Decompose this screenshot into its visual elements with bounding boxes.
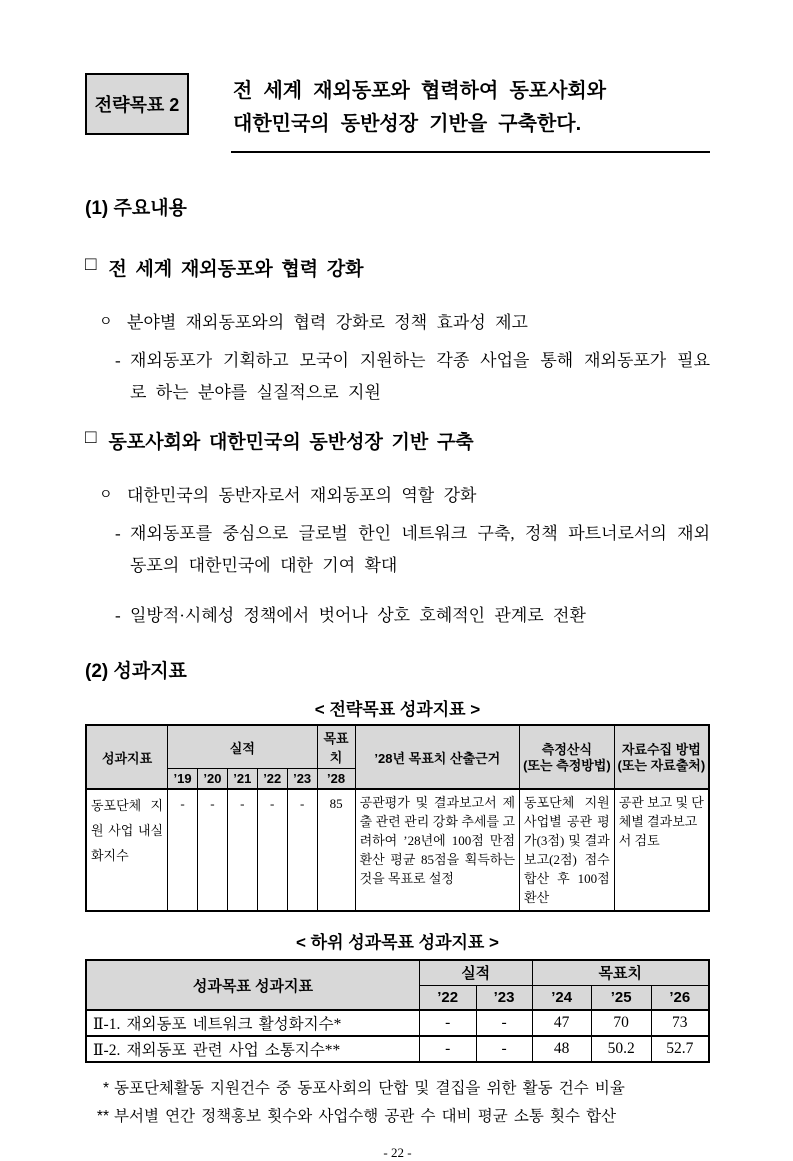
cell-actual-value: -	[227, 789, 257, 911]
col-header-basis: ’28년 목표치 산출근거	[355, 725, 519, 789]
cell-value: 48	[532, 1036, 591, 1062]
col-header-year: ’23	[287, 769, 317, 790]
col-header-year: ’24	[532, 985, 591, 1010]
section-1-heading: (1) 주요내용	[85, 198, 187, 219]
cell-actual-value: -	[168, 789, 198, 911]
cell-target-value: 85	[317, 789, 355, 911]
col-header-target-year: ’28	[317, 769, 355, 790]
circle-bullet-icon: ㅇ	[99, 488, 113, 503]
topic-1-bullet-text: 분야별 재외동포와의 협력 강화로 정책 효과성 제고	[127, 313, 528, 332]
col-header-source-line-2: (또는 자료출처)	[617, 757, 706, 773]
footnote-1	[85, 1075, 710, 1103]
footnote-2	[85, 1103, 710, 1131]
cell-actual-value: -	[198, 789, 228, 911]
col-group-actual: 실적	[168, 725, 317, 769]
sub-kpi-table	[85, 959, 710, 1063]
cell-value: 50.2	[591, 1036, 651, 1062]
cell-value: -	[419, 1010, 476, 1036]
strategy-kpi-table	[85, 724, 710, 912]
topic-2-subitem-1-text: 재외동포를 중심으로 글로벌 한인 네트워크 구축, 정책 파트너로서의 재외동포의 대한민국에 대한 기여 확대	[130, 524, 710, 575]
footnote-2-marker: **	[96, 1108, 109, 1125]
topic-2-subitem-2	[85, 600, 710, 632]
cell-source: 공관 보고 및 단체별 결과보고서 검토	[614, 789, 709, 911]
table-row	[86, 1036, 709, 1062]
strategy-title	[231, 73, 710, 153]
strategy-title-line-1: 전 세계 재외동포와 협력하여 동포사회와	[233, 80, 607, 102]
cell-value: 52.7	[651, 1036, 709, 1062]
col-header-source	[614, 725, 709, 789]
col-header-source-line-1: 자료수집 방법	[621, 741, 701, 757]
cell-actual-value: -	[257, 789, 287, 911]
cell-value: -	[476, 1036, 532, 1062]
topic-2-subitem-1	[85, 518, 710, 582]
sub-kpi-table-caption: < 하위 성과목표 성과지표 >	[296, 933, 499, 952]
cell-indicator-label: Ⅱ-1. 재외동포 네트워크 활성화지수*	[86, 1010, 419, 1036]
table-row	[86, 789, 709, 911]
strategy-header	[85, 73, 710, 153]
section-2-heading: (2) 성과지표	[85, 661, 187, 682]
cell-value: 73	[651, 1010, 709, 1036]
col-header-year: ’22	[257, 769, 287, 790]
footnote-1-marker: *	[102, 1080, 109, 1097]
footnote-1-text: 동포단체활동 지원건수 중 동포사회의 단합 및 결집을 위한 활동 건수 비율	[114, 1080, 625, 1097]
cell-value: -	[476, 1010, 532, 1036]
topic-2-heading	[85, 427, 710, 454]
cell-value: -	[419, 1036, 476, 1062]
topic-1-heading	[85, 254, 710, 281]
col-header-year: ’25	[591, 985, 651, 1010]
col-group-target: 목표치	[532, 960, 709, 985]
square-bullet-icon: □	[85, 427, 97, 448]
topic-1-subitem	[85, 345, 710, 409]
topic-2-heading-text: 동포사회와 대한민국의 동반성장 기반 구축	[108, 432, 474, 453]
cell-value: 47	[532, 1010, 591, 1036]
page-number: - 22 -	[383, 1145, 412, 1160]
strategy-title-line-2: 대한민국의 동반성장 기반을 구축한다.	[233, 113, 582, 135]
col-header-year: ’23	[476, 985, 532, 1010]
dash-bullet-icon: -	[115, 524, 121, 543]
topic-2-bullet-text: 대한민국의 동반자로서 재외동포의 역할 강화	[127, 486, 477, 505]
col-header-indicator: 성과지표	[86, 725, 168, 789]
footnote-2-text: 부서별 연간 정책홍보 횟수와 사업수행 공관 수 대비 평균 소통 횟수 합산	[114, 1108, 617, 1125]
cell-actual-value: -	[287, 789, 317, 911]
strategy-badge-label: 전략목표 2	[94, 95, 180, 115]
cell-formula: 동포단체 지원사업별 공관 평가(3점) 및 결과보고(2점) 점수 합산 후 100점 환산	[520, 789, 615, 911]
footnotes	[85, 1075, 710, 1131]
dash-bullet-icon: -	[115, 606, 121, 625]
topic-1-subitem-text: 재외동포가 기획하고 모국이 지원하는 각종 사업을 통해 재외동포가 필요로 하는 분야를 실질적으로 지원	[130, 351, 710, 402]
strategy-kpi-table-caption: < 전략목표 성과지표 >	[314, 700, 481, 719]
cell-indicator-label: Ⅱ-2. 재외동포 관련 사업 소통지수**	[86, 1036, 419, 1062]
col-header-formula-line-2: (또는 측정방법)	[523, 757, 611, 773]
col-header-year: ’21	[227, 769, 257, 790]
topic-1-bullet	[85, 309, 710, 337]
dash-bullet-icon: -	[115, 351, 121, 370]
table-row	[86, 1010, 709, 1036]
col-header-year: ’19	[168, 769, 198, 790]
col-header-year: ’26	[651, 985, 709, 1010]
topic-2-bullet	[85, 482, 710, 510]
square-bullet-icon: □	[85, 254, 97, 275]
cell-basis: 공관평가 및 결과보고서 제출 관련 관리 강화 추세를 고려하여 ’28년에 100점 만점 환산 평균 85점을 획득하는 것을 목표로 설정	[355, 789, 519, 911]
cell-indicator: 동포단체 지원 사업 내실화지수	[86, 789, 168, 911]
col-header-formula	[520, 725, 615, 789]
circle-bullet-icon: ㅇ	[99, 315, 113, 330]
strategy-badge	[85, 73, 189, 135]
col-header-goal-indicator: 성과목표 성과지표	[86, 960, 419, 1010]
col-group-target: 목표치	[317, 725, 355, 769]
col-group-actual: 실적	[419, 960, 532, 985]
col-header-year: ’20	[198, 769, 228, 790]
topic-2-subitem-2-text: 일방적·시혜성 정책에서 벗어나 상호 호혜적인 관계로 전환	[130, 606, 586, 625]
col-header-year: ’22	[419, 985, 476, 1010]
col-header-formula-line-1: 측정산식	[541, 741, 592, 757]
topic-1-heading-text: 전 세계 재외동포와 협력 강화	[108, 259, 364, 280]
cell-value: 70	[591, 1010, 651, 1036]
